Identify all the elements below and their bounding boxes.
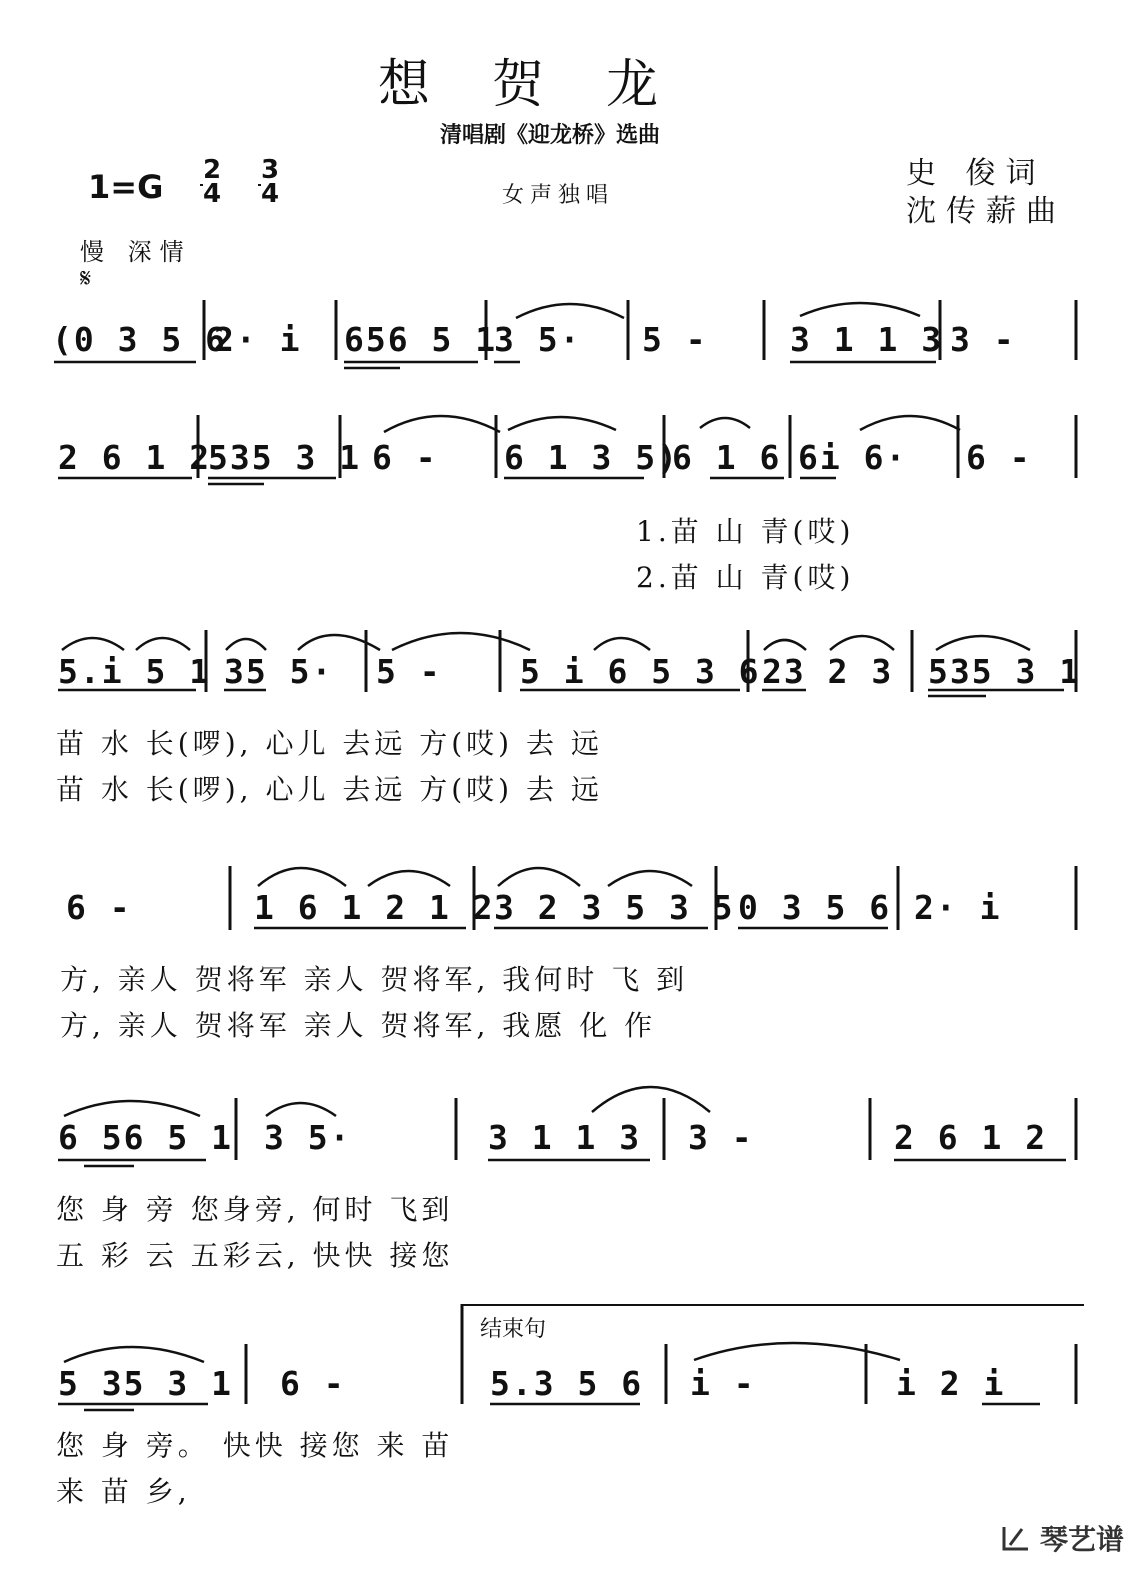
measure-6-4: i - [690, 1364, 756, 1403]
lyrics-4-verse-1: 方, 亲人 贺将军 亲人 贺将军, 我何时 飞 到 [60, 963, 689, 996]
measure-5-3: 3 1 1 3 [488, 1118, 642, 1157]
lyrics-5-verse-2: 五 彩 云 五彩云, 快快 接您 [56, 1239, 454, 1272]
lyricist-credit: 史 俊词 [906, 156, 1046, 191]
barlines [198, 300, 1076, 1404]
measure-3-1: 5.i 5 1 [58, 652, 212, 691]
measure-2-7: 6 - [966, 438, 1032, 477]
lyrics-2-verse-1: 1.苗 山 青(哎) [636, 515, 855, 548]
measure-1-4: 3 5· [494, 320, 582, 359]
piano-logo-icon [1000, 1523, 1034, 1553]
measure-2-4: 6 1 3 5) [504, 438, 679, 477]
measure-1-2: 2· i [214, 320, 302, 359]
measure-5-2: 3 5· [264, 1118, 352, 1157]
measure-4-1: 6 - [66, 888, 132, 927]
tempo-marking: 慢 深情 [80, 238, 192, 266]
measure-3-3: 5 - [376, 652, 442, 691]
lyrics-6-verse-1: 您 身 旁。 快快 接您 来 苗 [56, 1429, 454, 1462]
measure-1-3: 656 5 1 [344, 320, 498, 359]
time-signature-2: 3 4 [258, 158, 282, 206]
measure-4-2: 1 6 1 2 1 2 [254, 888, 495, 927]
measure-6-5: i 2 i [896, 1364, 1006, 1403]
measure-6-3: 5.3 5 6 [490, 1364, 644, 1403]
measure-3-2: 35 5· [224, 652, 334, 691]
lyrics-4-verse-2: 方, 亲人 贺将军 亲人 贺将军, 我愿 化 作 [60, 1009, 657, 1042]
measure-2-3: 6 - [372, 438, 438, 477]
lyrics-3-verse-1: 苗 水 长(啰), 心儿 去远 方(哎) 去 远 [56, 727, 603, 760]
measure-2-1: 2 6 1 2 [58, 438, 212, 477]
measure-5-5: 2 6 1 2 [894, 1118, 1048, 1157]
slurs [62, 303, 1030, 1362]
lyrics-2-verse-2: 2.苗 山 青(哎) [636, 561, 855, 594]
measure-2-5: 6 1 6 [672, 438, 782, 477]
segno-icon: 𝄋 [80, 264, 92, 294]
lyrics-3-verse-2: 苗 水 长(啰), 心儿 去远 方(哎) 去 远 [56, 773, 603, 806]
song-subtitle: 清唱剧《迎龙桥》选曲 [440, 123, 661, 148]
measure-2-2: 535 3 1 [208, 438, 362, 477]
measure-1-6: 3 1 1 3 [790, 320, 944, 359]
lyrics-6-verse-2: 来 苗 乡, [56, 1475, 191, 1508]
lyrics-5-verse-1: 您 身 旁 您身旁, 何时 飞到 [56, 1193, 454, 1226]
ending-label: 结束句 [480, 1317, 547, 1342]
underlines [54, 362, 1066, 1410]
measure-4-3: 3 2 3 5 3 5 [494, 888, 735, 927]
measure-6-1: 5 35 3 1 [58, 1364, 233, 1403]
watermark-text: 琴艺谱 [1039, 1523, 1124, 1556]
voice-type: 女声独唱 [502, 183, 615, 208]
measure-6-2: 6 - [280, 1364, 346, 1403]
composer-credit: 沈传薪曲 [906, 194, 1066, 229]
measure-2-6: 6i 6· [798, 438, 908, 477]
measure-1-5: 5 - [642, 320, 708, 359]
song-title: 想贺龙 [378, 55, 721, 115]
measure-5-1: 6 56 5 1 [58, 1118, 233, 1157]
measure-3-4: 5 i 6 5 3 6 [520, 652, 761, 691]
watermark-logo [1000, 1518, 1124, 1558]
measure-3-6: 535 3 1 [928, 652, 1082, 691]
measure-4-4: 0 3 5 6 [738, 888, 892, 927]
measure-4-5: 2· i [914, 888, 1002, 927]
time-signature-1: 2 4 [200, 158, 224, 206]
measure-5-4: 3 - [688, 1118, 754, 1157]
key-signature: 1=G [88, 168, 164, 206]
measure-1-1: (0 3 5 6 [52, 320, 227, 359]
measure-1-7: 3 - [950, 320, 1016, 359]
measure-3-5: 23 2 3 [762, 652, 894, 691]
